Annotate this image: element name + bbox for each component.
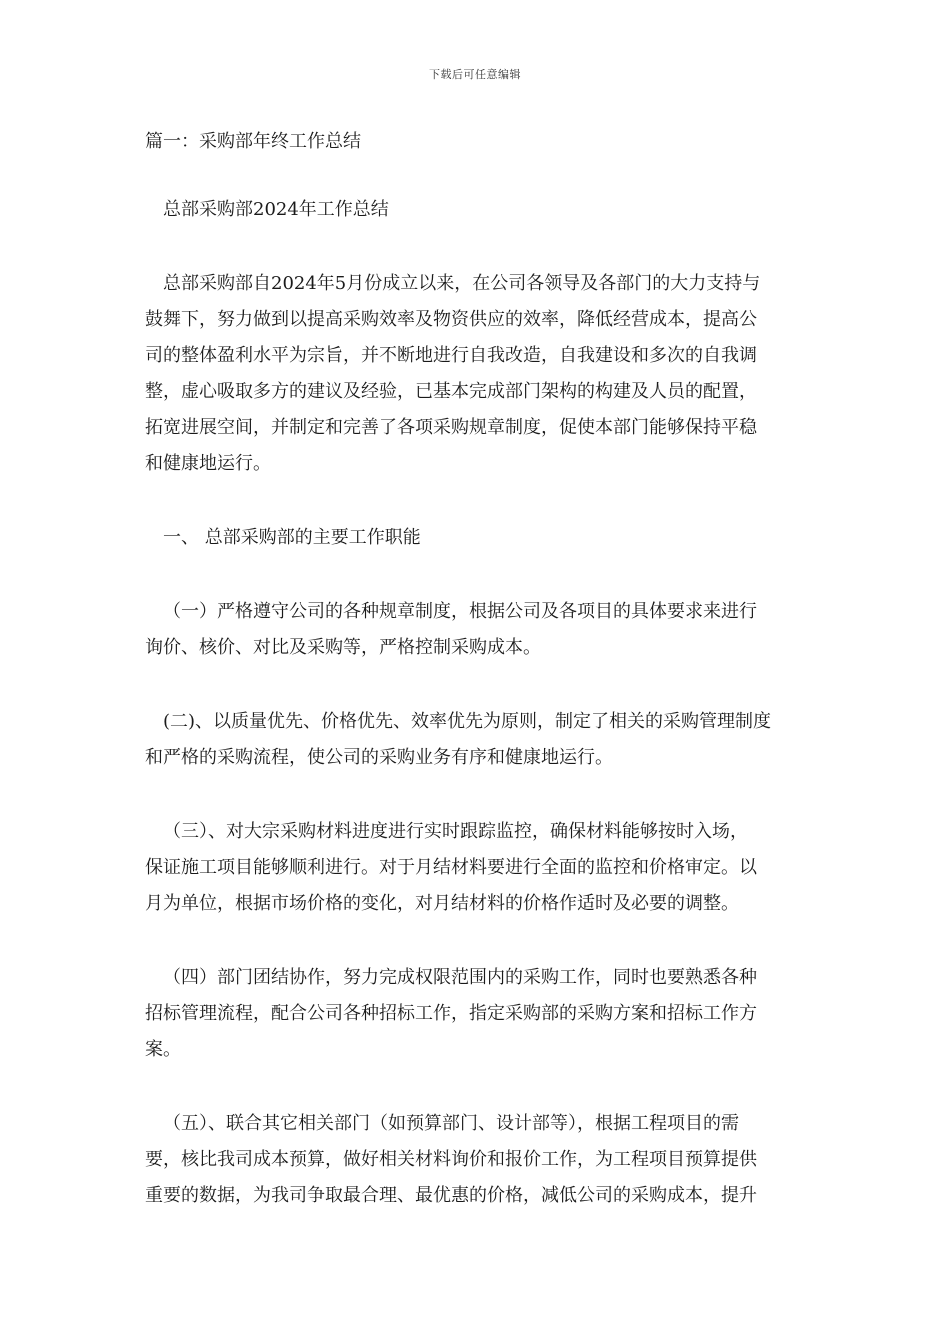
intro-line: 和健康地运行。 (145, 453, 271, 474)
section1-heading: 一、 总部采购部的主要工作职能 (163, 527, 421, 548)
document-body (145, 124, 807, 1214)
item2-line: 和严格的采购流程，使公司的采购业务有序和健康地运行。 (145, 747, 613, 768)
item5-line: 要，核比我司成本预算，做好相关材料询价和报价工作，为工程项目预算提供 (145, 1149, 757, 1170)
item5-line: （五）、联合其它相关部门（如预算部门、设计部等），根据工程项目的需 (163, 1113, 739, 1134)
item2-line: (二)、以质量优先、价格优先、效率优先为原则，制定了相关的采购管理制度 (163, 711, 772, 732)
item1-paragraph (145, 594, 807, 666)
item5-paragraph (145, 1106, 807, 1214)
document-subtitle: 总部采购部2024年工作总结 (163, 199, 389, 220)
item3-paragraph (145, 814, 807, 922)
intro-line: 总部采购部自2024年5月份成立以来，在公司各领导及各部门的大力支持与 (163, 273, 761, 294)
intro-line: 整，虚心吸取多方的建议及经验，已基本完成部门架构的构建及人员的配置， (145, 381, 757, 402)
intro-paragraph (145, 266, 807, 482)
item4-line: 案。 (145, 1039, 181, 1060)
item4-line: （四）部门团结协作，努力完成权限范围内的采购工作，同时也要熟悉各种 (163, 967, 757, 988)
item3-line: （三）、对大宗采购材料进度进行实时跟踪监控，确保材料能够按时入场， (163, 821, 748, 842)
intro-line: 司的整体盈利水平为宗旨，并不断地进行自我改造，自我建设和多次的自我调 (145, 345, 757, 366)
item2-paragraph (145, 704, 807, 776)
item1-line: 询价、核价、对比及采购等，严格控制采购成本。 (145, 637, 541, 658)
intro-line: 拓宽进展空间，并制定和完善了各项采购规章制度，促使本部门能够保持平稳 (145, 417, 757, 438)
item5-line: 重要的数据，为我司争取最合理、最优惠的价格，减低公司的采购成本，提升 (145, 1185, 757, 1206)
intro-line: 鼓舞下，努力做到以提高采购效率及物资供应的效率，降低经营成本，提高公 (145, 309, 757, 330)
item3-line: 月为单位，根据市场价格的变化，对月结材料的价格作适时及必要的调整。 (145, 893, 739, 914)
item4-line: 招标管理流程，配合公司各种招标工作，指定采购部的采购方案和招标工作方 (145, 1003, 757, 1024)
chapter-title: 篇一：采购部年终工作总结 (145, 131, 361, 152)
item4-paragraph (145, 960, 807, 1068)
header-note: 下载后可任意编辑 (429, 68, 521, 81)
item1-line: （一）严格遵守公司的各种规章制度，根据公司及各项目的具体要求来进行 (163, 601, 757, 622)
item3-line: 保证施工项目能够顺利进行。对于月结材料要进行全面的监控和价格审定。以 (145, 857, 757, 878)
